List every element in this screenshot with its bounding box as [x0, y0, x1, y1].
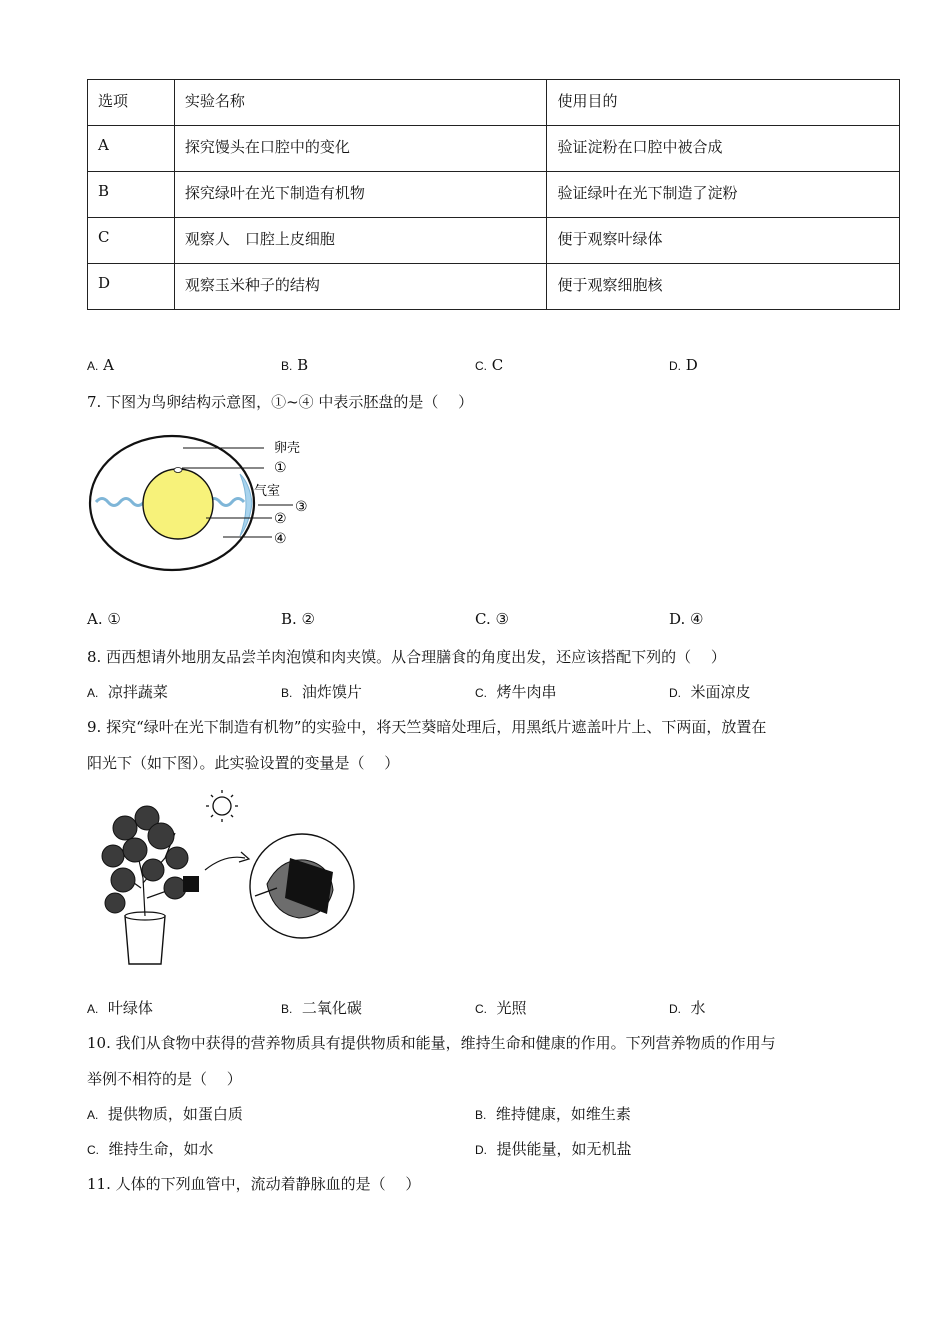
- q7-option-c[interactable]: C. ③: [475, 610, 509, 628]
- option-text: 维持健康，如维生素: [495, 1105, 631, 1123]
- option-text: 凉拌蔬菜: [107, 683, 168, 701]
- option-letter: D.: [669, 1002, 681, 1016]
- q9-option-d[interactable]: [669, 997, 706, 1018]
- option-text: 维持生命，如水: [108, 1140, 214, 1158]
- table-row: [88, 218, 900, 264]
- option-letter: D.: [669, 686, 681, 700]
- label-4: ④: [274, 531, 287, 547]
- table-row: [88, 172, 900, 218]
- experiment-table: [87, 79, 900, 310]
- q10-stem-line2: 举例不相符的是（ ）: [87, 1070, 242, 1088]
- option-letter: D.: [669, 359, 681, 373]
- table-row: [88, 126, 900, 172]
- option-text: 提供物质，如蛋白质: [107, 1105, 243, 1123]
- option-text: 米面凉皮: [690, 683, 751, 701]
- q9-stem-line1: 9. 探究“绿叶在光下制造有机物”的实验中，将天竺葵暗处理后，用黑纸片遮盖叶片上、下两面，放置在: [87, 718, 767, 736]
- q7-option-d[interactable]: D. ④: [669, 610, 704, 628]
- option-letter: A.: [87, 686, 99, 700]
- sun-icon: [206, 790, 238, 822]
- q7-option-b[interactable]: B. ②: [281, 610, 316, 628]
- q6-option-c[interactable]: [475, 356, 503, 374]
- label-2: ②: [274, 511, 287, 527]
- option-letter: B.: [281, 1002, 293, 1016]
- q10-stem-line1: 10. 我们从食物中获得的营养物质具有提供物质和能量，维持生命和健康的作用。下列营养物质的作用与: [87, 1034, 776, 1052]
- label-air-cell: 气室: [254, 484, 281, 499]
- option-text: 提供能量，如无机盐: [496, 1140, 632, 1158]
- table-header-cell: 实验名称: [174, 80, 547, 126]
- q10-option-d[interactable]: [475, 1138, 632, 1159]
- table-row: [88, 264, 900, 310]
- q10-option-c[interactable]: [87, 1138, 214, 1159]
- germinal-disc-shape: [174, 468, 182, 473]
- q6-option-d[interactable]: [669, 356, 698, 374]
- yolk-shape: [143, 469, 213, 539]
- table-cell: C: [88, 218, 175, 264]
- q9-option-c[interactable]: [475, 997, 527, 1018]
- arrow-shape: [205, 857, 245, 870]
- table-cell: 便于观察叶绿体: [547, 218, 900, 264]
- option-letter: C.: [475, 359, 487, 373]
- table-cell: 探究绿叶在光下制造有机物: [174, 172, 547, 218]
- q11-stem: 11. 人体的下列血管中，流动着静脉血的是（ ）: [87, 1175, 421, 1193]
- option-text: D: [685, 356, 698, 374]
- option-text: 叶绿体: [107, 999, 153, 1017]
- label-1: ①: [274, 460, 287, 476]
- q6-option-a[interactable]: [87, 356, 114, 374]
- option-letter: D.: [475, 1143, 487, 1157]
- q9-option-a[interactable]: [87, 997, 153, 1018]
- option-text: 水: [690, 999, 706, 1017]
- option-letter: C.: [475, 686, 487, 700]
- q7-stem: 7. 下图为鸟卵结构示意图，①~④ 中表示胚盘的是（ ）: [87, 393, 474, 411]
- option-text: B: [297, 356, 309, 374]
- table-cell: 观察人 口腔上皮细胞: [174, 218, 547, 264]
- option-letter: A.: [87, 359, 99, 373]
- option-text: 油炸馍片: [301, 683, 362, 701]
- q8-option-c[interactable]: [475, 681, 557, 702]
- magnified-leaf-shape: [250, 834, 354, 938]
- table-cell: B: [88, 172, 175, 218]
- table-cell: 探究馒头在口腔中的变化: [174, 126, 547, 172]
- option-letter: A.: [87, 1108, 99, 1122]
- table-cell: 验证淀粉在口腔中被合成: [547, 126, 900, 172]
- q9-stem-line2: 阳光下（如下图）。此实验设置的变量是（ ）: [87, 754, 400, 772]
- option-letter: B.: [475, 1108, 487, 1122]
- option-letter: B.: [281, 686, 293, 700]
- table-header-row: [88, 80, 900, 126]
- option-text: A: [103, 356, 114, 374]
- option-text: 二氧化碳: [301, 999, 362, 1017]
- q8-option-d[interactable]: [669, 681, 751, 702]
- table-header-cell: 使用目的: [547, 80, 900, 126]
- q6-option-b[interactable]: [281, 356, 308, 374]
- black-paper-small: [183, 876, 199, 892]
- table-cell: D: [88, 264, 175, 310]
- bird-egg-diagram: [88, 432, 328, 574]
- option-text: 烤牛肉串: [496, 683, 557, 701]
- q8-option-b[interactable]: [281, 681, 362, 702]
- option-letter: C.: [87, 1143, 99, 1157]
- q9-option-b[interactable]: [281, 997, 362, 1018]
- table-cell: 便于观察细胞核: [547, 264, 900, 310]
- label-eggshell: 卵壳: [274, 441, 301, 456]
- q8-option-a[interactable]: [87, 681, 168, 702]
- q7-option-a[interactable]: A. ①: [87, 610, 121, 628]
- q10-option-b[interactable]: [475, 1103, 631, 1124]
- option-letter: A.: [87, 1002, 99, 1016]
- q10-option-a[interactable]: [87, 1103, 243, 1124]
- potted-plant-shape: [102, 806, 199, 964]
- option-text: C: [491, 356, 504, 374]
- option-letter: C.: [475, 1002, 487, 1016]
- table-cell: 观察玉米种子的结构: [174, 264, 547, 310]
- option-letter: B.: [281, 359, 293, 373]
- table-header-cell: 选项: [88, 80, 175, 126]
- table-cell: 验证绿叶在光下制造了淀粉: [547, 172, 900, 218]
- q8-stem: 8. 西西想请外地朋友品尝羊肉泡馍和肉夹馍。从合理膳食的角度出发，还应该搭配下列的（ ）: [87, 648, 726, 666]
- option-text: 光照: [496, 999, 527, 1017]
- geranium-experiment-diagram: [95, 788, 360, 976]
- label-3: ③: [295, 499, 308, 515]
- table-cell: A: [88, 126, 175, 172]
